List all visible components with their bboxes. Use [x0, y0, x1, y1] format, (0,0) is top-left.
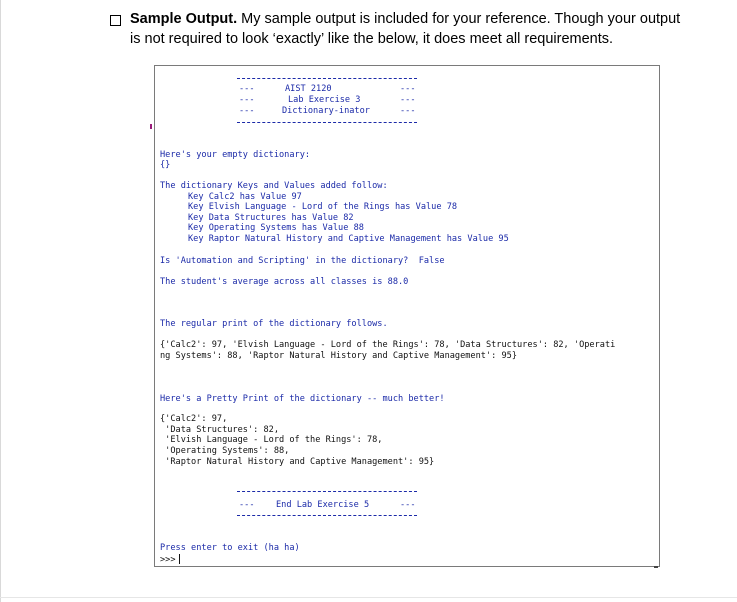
- added-item: Key Operating Systems has Value 88: [188, 223, 364, 233]
- footer-top-rule: [237, 491, 417, 492]
- regular-print-line: {'Calc2': 97, 'Elvish Language - Lord of the Rings': 78, 'Data Structures': 82, 'Operati: [160, 340, 616, 350]
- gutter-marker: [150, 124, 152, 129]
- header-subtitle: Lab Exercise 3: [288, 95, 361, 105]
- regular-print-line: ng Systems': 88, 'Raptor Natural History and Captive Management': 95}: [160, 351, 517, 361]
- pretty-print-label: Here's a Pretty Print of the dictionary -- much better!: [160, 394, 445, 404]
- header-left-dashes-2: ---: [239, 95, 255, 105]
- scroll-corner: [654, 566, 658, 568]
- instruction-bold-label: Sample Output.: [130, 11, 238, 27]
- added-item: Key Raptor Natural History and Captive Management has Value 95: [188, 234, 509, 244]
- pretty-print-line: 'Operating Systems': 88,: [160, 446, 290, 456]
- pretty-print-line: 'Data Structures': 82,: [160, 425, 279, 435]
- membership-check: Is 'Automation and Scripting' in the dictionary? False: [160, 256, 445, 266]
- regular-print-label: The regular print of the dictionary follows.: [160, 319, 388, 329]
- header-right-dashes-3: ---: [400, 106, 416, 116]
- page-bottom-edge: [0, 597, 737, 598]
- page-edge: [0, 0, 1, 602]
- header-left-dashes-3: ---: [239, 106, 255, 116]
- header-right-dashes-2: ---: [400, 95, 416, 105]
- added-item: Key Elvish Language - Lord of the Rings has Value 78: [188, 202, 458, 212]
- repl-prompt: >>>: [160, 555, 176, 565]
- header-left-dashes: ---: [239, 84, 255, 94]
- header-right-dashes: ---: [400, 84, 416, 94]
- footer-right-dashes: ---: [400, 500, 416, 510]
- repl-line[interactable]: [160, 554, 180, 566]
- footer-bottom-rule: [237, 515, 417, 516]
- footer-left-dashes: ---: [239, 500, 255, 510]
- footer-text: End Lab Exercise 5: [276, 500, 370, 510]
- average-line: The student's average across all classes is 88.0: [160, 277, 409, 287]
- pretty-print-line: 'Elvish Language - Lord of the Rings': 78,: [160, 435, 383, 445]
- header-top-rule: [237, 78, 417, 79]
- added-item: Key Data Structures has Value 82: [188, 213, 354, 223]
- header-tagline: Dictionary-inator: [282, 106, 370, 116]
- empty-dict-value: {}: [160, 160, 171, 170]
- pretty-print-line: {'Calc2': 97,: [160, 414, 228, 424]
- instruction-paragraph: [130, 9, 730, 49]
- instruction-text-line2: is not required to look ‘exactly’ like the below, it does meet all requirements.: [130, 31, 614, 47]
- empty-dict-label: Here's your empty dictionary:: [160, 150, 311, 160]
- added-item: Key Calc2 has Value 97: [188, 192, 302, 202]
- header-bottom-rule: [237, 122, 417, 123]
- task-checkbox[interactable]: [110, 15, 121, 26]
- instruction-text-line1: My sample output is included for your reference. Though your output: [237, 11, 681, 27]
- exit-prompt: Press enter to exit (ha ha): [160, 543, 300, 553]
- console-output-window: [154, 65, 660, 567]
- header-title: AIST 2120: [285, 84, 332, 94]
- text-cursor: [179, 554, 180, 564]
- added-items-label: The dictionary Keys and Values added follow:: [160, 181, 388, 191]
- pretty-print-line: 'Raptor Natural History and Captive Management': 95}: [160, 457, 435, 467]
